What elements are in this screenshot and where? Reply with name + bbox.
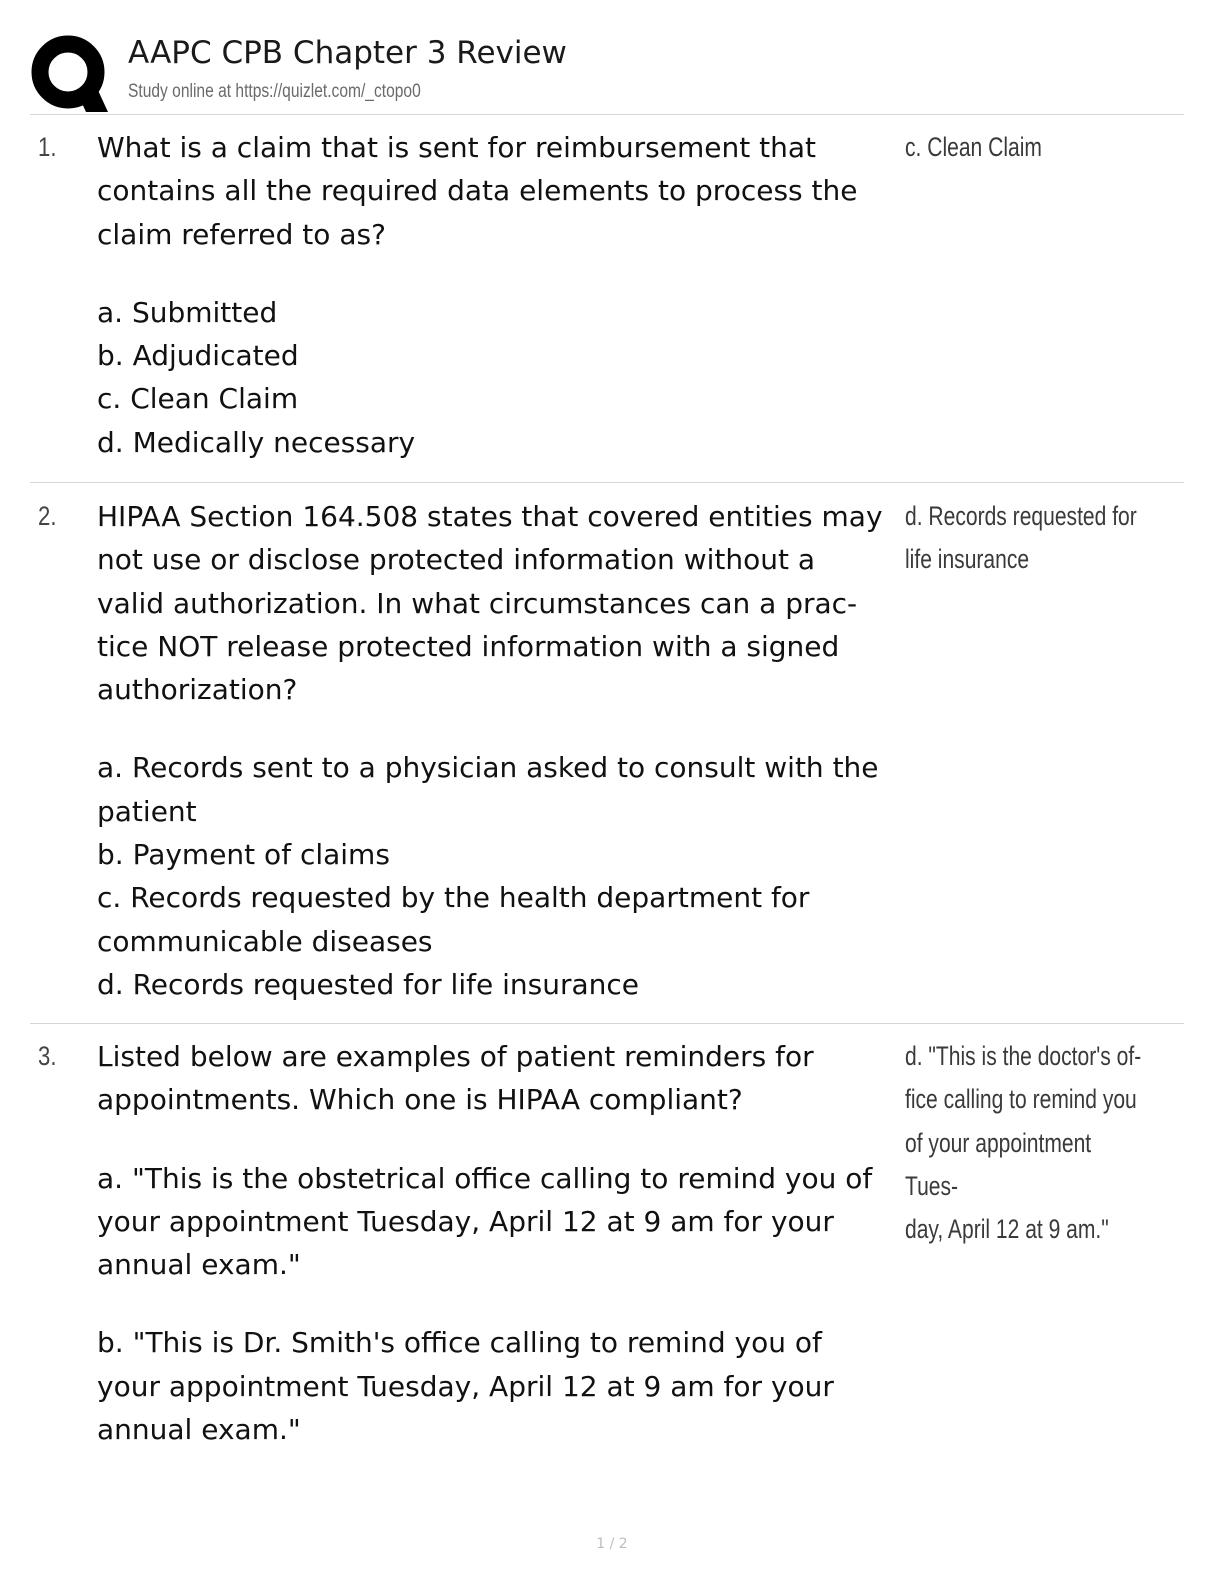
option-a: a. Records sent to a physician asked to consult with the [97, 751, 879, 785]
question-body [97, 1035, 897, 1451]
question-prompt-line: valid authorization. In what circumstances can a prac- [97, 586, 858, 620]
answer-text [905, 495, 1147, 582]
question-prompt-line: appointments. Which one is HIPAA compliant? [97, 1083, 743, 1117]
option-d: d. Records requested for life insurance [97, 967, 639, 1001]
page-indicator: 1 / 2 [596, 1536, 628, 1552]
page-title: AAPC CPB Chapter 3 Review [128, 35, 567, 71]
option-a-continued: your appointment Tuesday, April 12 at 9 am for your [97, 1204, 834, 1238]
answer-line: d. "This is the doctor's of- [905, 1041, 1142, 1071]
question-prompt-line: contains all the required data elements to process the [97, 174, 858, 208]
option-a-continued: annual exam." [97, 1248, 301, 1282]
answer-line: d. Records requested for [905, 501, 1137, 531]
answer-line: of your appointment Tues- [905, 1127, 1092, 1201]
question-divider [30, 1023, 1184, 1024]
answer-line: c. Clean Claim [905, 132, 1042, 162]
question-body [97, 495, 897, 1006]
option-c: c. Records requested by the health department for [97, 881, 810, 915]
option-a: a. "This is the obstetrical office calling to remind you of [97, 1161, 873, 1195]
option-b: b. Adjudicated [97, 339, 299, 373]
question-number: 3. [38, 1041, 57, 1071]
header-divider [30, 114, 1184, 115]
question-number: 2. [38, 501, 57, 531]
answer-line: day, April 12 at 9 am." [905, 1214, 1109, 1245]
question-prompt-line: HIPAA Section 164.508 states that covered entities may [97, 500, 883, 533]
answer-line: fice calling to remind you [905, 1084, 1137, 1115]
page-header [30, 28, 1184, 114]
option-b: b. "This is Dr. Smith's office calling to remind you of [97, 1326, 822, 1360]
question-prompt-line: Listed below are examples of patient reminders for [97, 1040, 814, 1073]
study-online-link[interactable]: Study online at https://quizlet.com/_ctopo0 [128, 81, 421, 102]
question-prompt-line: not use or disclose protected information without a [97, 543, 816, 577]
option-b: b. Payment of claims [97, 838, 390, 872]
question-prompt-line: What is a claim that is sent for reimbursement that [97, 131, 816, 164]
option-b-continued: annual exam." [97, 1413, 301, 1447]
option-d: d. Medically necessary [97, 425, 416, 459]
option-c: c. Clean Claim [97, 382, 299, 416]
question-divider [30, 482, 1184, 483]
answer-text [905, 126, 1147, 169]
answer-text [905, 1035, 1147, 1251]
option-c-continued: communicable diseases [97, 924, 433, 958]
option-a: a. Submitted [97, 295, 278, 329]
question-prompt-line: authorization? [97, 673, 298, 707]
option-b-continued: your appointment Tuesday, April 12 at 9 am for your [97, 1369, 834, 1403]
option-a-continued: patient [97, 794, 197, 828]
question-body [97, 126, 897, 464]
question-number: 1. [38, 132, 57, 162]
answer-line: life insurance [905, 544, 1030, 575]
question-prompt-line: tice NOT release protected information with a signed [97, 629, 840, 663]
question-prompt-line: claim referred to as? [97, 217, 386, 251]
quizlet-q-logo-icon [30, 34, 110, 114]
